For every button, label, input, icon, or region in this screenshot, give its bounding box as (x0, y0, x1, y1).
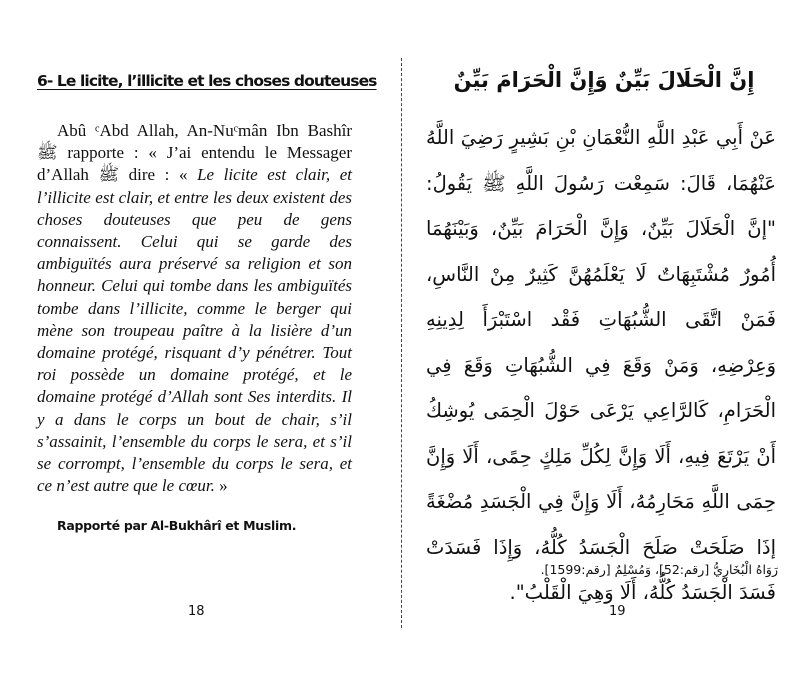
page-number-right: 19 (609, 604, 626, 619)
source-french: Rapporté par Al-Bukhârî et Muslim. (57, 518, 297, 533)
hadith-quote: Le licite est clair, et l’illicite est clair, et entre les deux existent des choses douteuses que peu de gens connaissent. Celui qui se garde des ambiguïtés aura préservé sa religion et son honneur. Celui qui tombe dans les ambiguïtés tombe dans l’illicite, comme le berger qui mène son troupeau paître à la lisière d’un domaine protégé, risquant d’y pénétrer. Tout roi possède un domaine protégé, et le domaine protégé d’Allah sont Ses interdits. Il y a dans le corps un bout de chair, s’il s’assainit, l’ensemble du corps le sera, et s’il se corrompt, l’ensemble du corps le sera, et ce n’est autre que le cœur. (37, 165, 353, 496)
right-page (404, 0, 800, 683)
hadith-quote-end: » (214, 476, 228, 496)
hadith-intro: Abû ᶜAbd Allah, An-Nuᶜmân Ibn Bashîr ﷺ rapporte : « J’ai entendu le Messager d’Allah ﷺ dire : « (37, 121, 352, 185)
hadith-text-arabic: عَنْ أَبِي عَبْدِ اللَّهِ النُّعْمَانِ بْنِ بَشِيرٍ رَضِيَ اللَّهُ عَنْهُمَا، قَالَ: سَمِعْت رَسُولَ اللَّهِ ﷺ يَقُولُ: "إنَّ الْحَلَالَ بَيِّنٌ، وَإِنَّ الْحَرَامَ بَيِّنٌ، وَبَيْنَهُمَا أُمُورٌ مُشْتَبِهَاتٌ لَا يَعْلَمُهُنَّ كَثِيرٌ مِنْ النَّاسِ، فَمَنْ اتَّقَى الشُّبُهَاتِ فَقْد اسْتَبْرَأَ لِدِينِهِ وَعِرْضِهِ، وَمَنْ وَقَعَ فِي الشُّبُهَاتِ وَقَعَ فِي الْحَرَامِ، كَالرَّاعِي يَرْعَى حَوْلَ الْحِمَى يُوشِكُ أَنْ يَرْتَعَ فِيهِ، أَلَا وَإِنَّ لِكُلِّ مَلِكٍ حِمًى، أَلَا وَإِنَّ حِمَى اللَّهِ مَحَارِمُهُ، أَلَا وَإِنَّ فِي الْجَسَدِ مُضْغَةً إذَا صَلَحَتْ صَلَحَ الْجَسَدُ كُلُّهُ، وَإِذَا فَسَدَتْ فَسَدَ الْجَسَدُ كُلُّهُ، أَلَا وَهِيَ الْقَلْبُ". (426, 126, 776, 604)
source-arabic: رَوَاهُ الْبُخَارِيُّ [رقم:52]، وَمُسْلِمٌ [رقم:1599]. (540, 562, 778, 577)
chapter-heading-french: 6- Le licite, l’illicite et les choses douteuses (37, 72, 377, 90)
page-divider (401, 58, 402, 628)
page-number-left: 18 (188, 604, 205, 619)
hadith-text-french (37, 120, 352, 497)
chapter-heading-arabic: إِنَّ الْحَلَالَ بَيِّنٌ وَإِنَّ الْحَرَامَ بَيِّنٌ (453, 68, 755, 92)
